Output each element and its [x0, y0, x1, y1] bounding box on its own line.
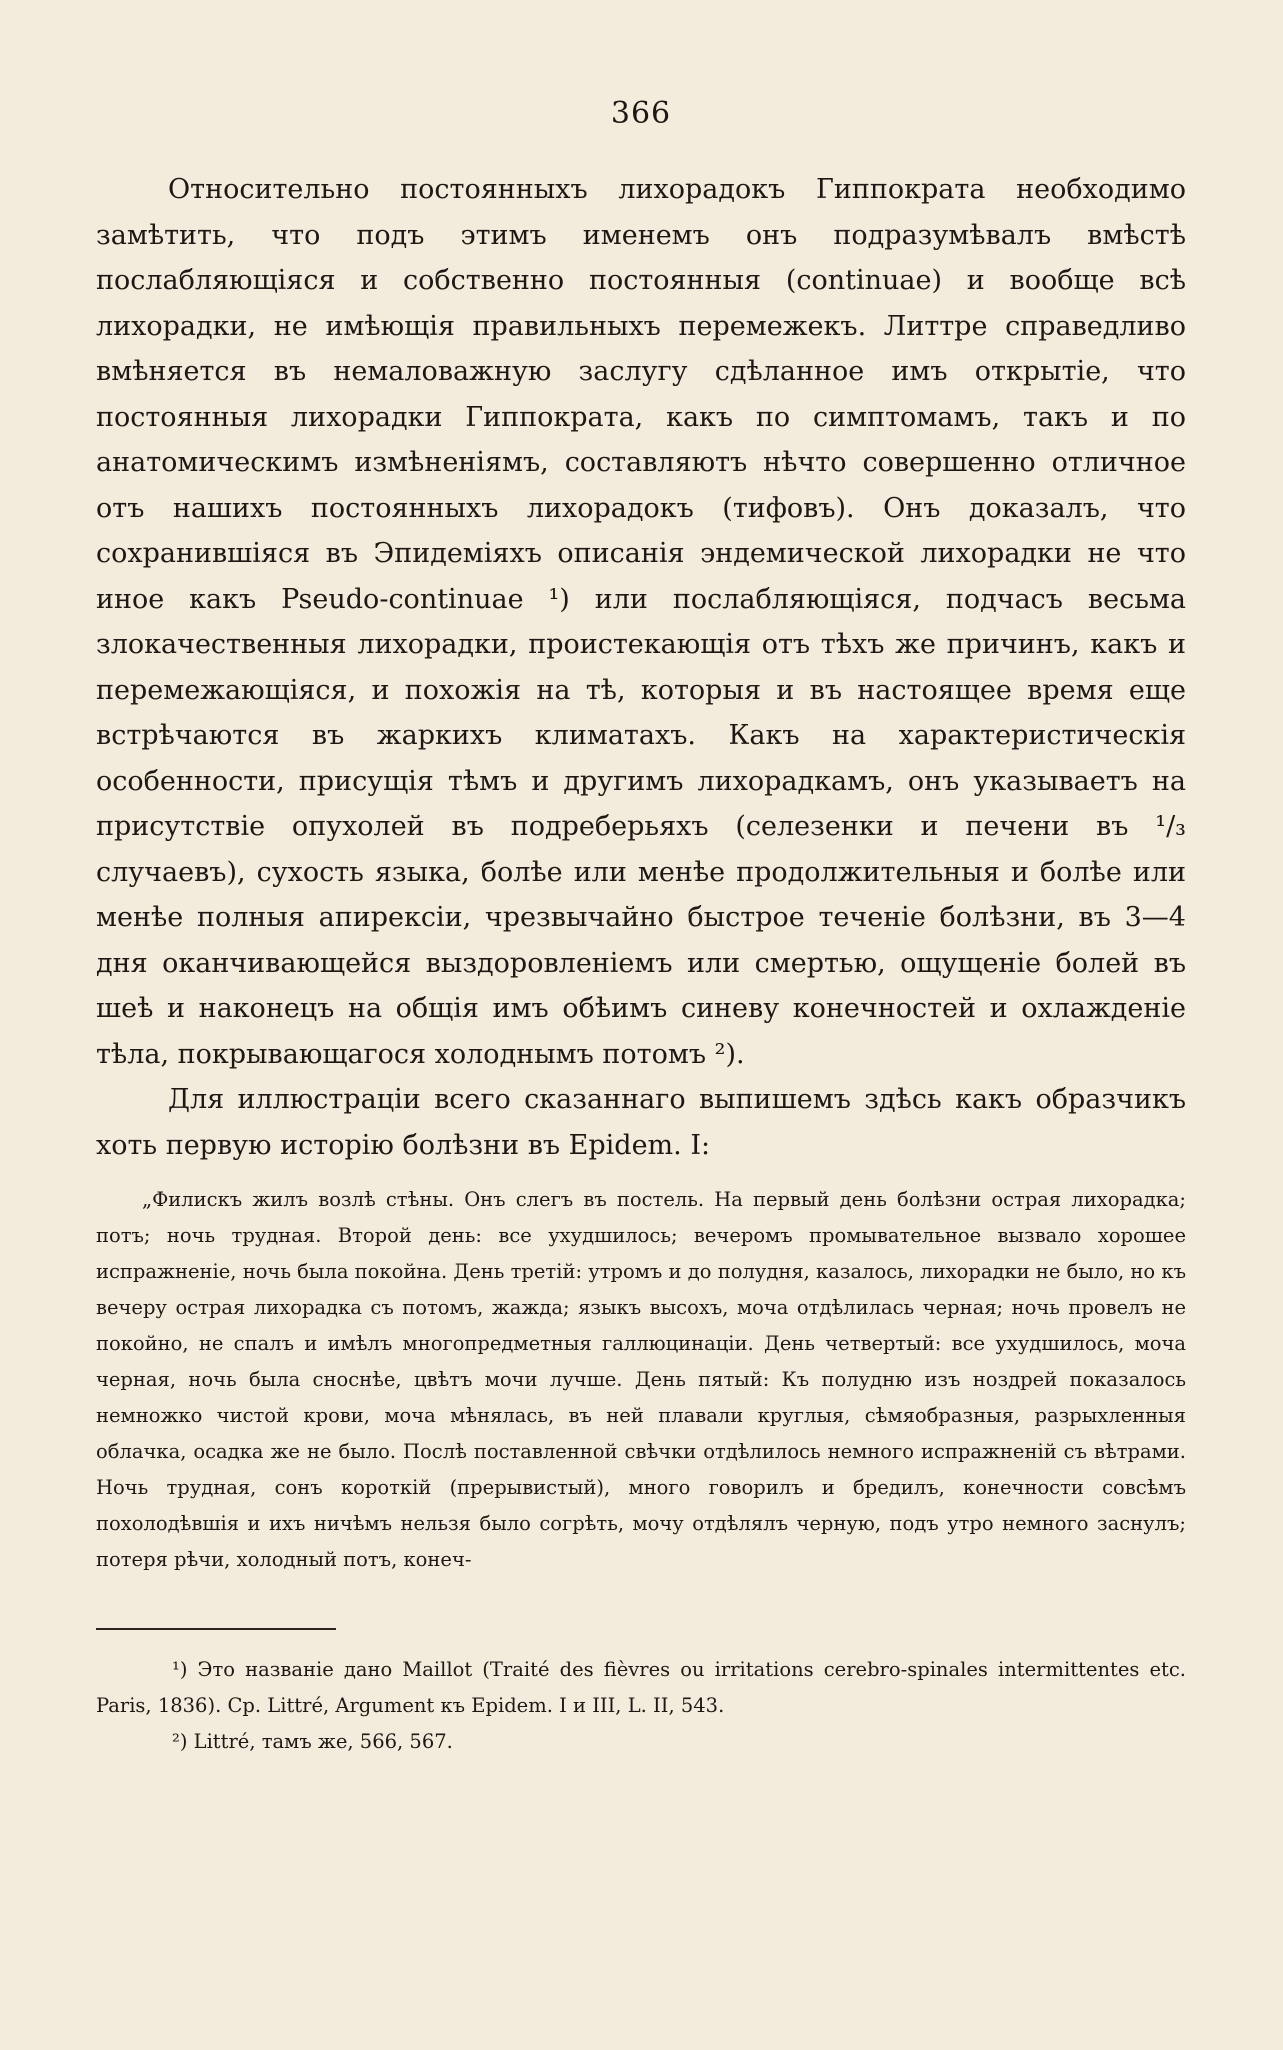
paragraph-illustration-intro: Для иллюстраціи всего сказаннаго выпишемъ здѣсь какъ образчикъ хоть первую исторію болѣзни въ Epidem. I:: [96, 1084, 1186, 1161]
footnote-2: ²) Littré, тамъ же, 566, 567.: [172, 1730, 453, 1753]
main-text: [96, 167, 1186, 1168]
paragraph-continuous-fevers: Относительно постоянныхъ лихорадокъ Гиппократа необходимо замѣтить, что подъ этимъ именемъ онъ подразумѣвалъ вмѣстѣ послабляющіяся и собственно постоянныя (continuae) и вообще всѣ лихорадки, не имѣющія правильныхъ перемежекъ. Литтре справедливо вмѣняется въ немаловажную заслугу сдѣланное имъ открытіе, что постоянныя лихорадки Гиппократа, какъ по симптомамъ, такъ и по анатомическимъ измѣненіямъ, составляютъ нѣчто совершенно отличное отъ нашихъ постоянныхъ лихорадокъ (тифовъ). Онъ доказалъ, что сохранившіяся въ Эпидеміяхъ описанія эндемической лихорадки не что иное какъ Pseudo-continuae ¹) или послабляющіяся, подчасъ весьма злокачественныя лихорадки, проистекающія отъ тѣхъ же причинъ, какъ и перемежающіяся, и похожія на тѣ, которыя и въ настоящее время еще встрѣчаются въ жаркихъ климатахъ. Какъ на характеристическія особенности, присущія тѣмъ и другимъ лихорадкамъ, онъ указываетъ на присутствіе опухолей въ подреберьяхъ (селезенки и печени въ ¹/₃ случаевъ), сухость языка, болѣе или менѣе продолжительныя и болѣе или менѣе полныя апирексіи, чрезвычайно быстрое теченіе болѣзни, въ 3—4 дня оканчивающейся выздоровленіемъ или смертью, ощущеніе болей въ шеѣ и наконецъ на общія имъ обѣимъ синеву конечностей и охлажденіе тѣла, покрывающагося холоднымъ потомъ ²).: [96, 174, 1186, 1070]
footnotes: [96, 1652, 1186, 1760]
footnote-1: ¹) Это названіе дано Maillot (Traité des fièvres ou irritations cerebro-spinales intermittentes etc. Paris, 1836). Ср. Littré, Argument къ Epidem. I и III, L. II, 543.: [96, 1658, 1186, 1717]
page-number: 366: [610, 96, 672, 131]
case-history-quote: „Филискъ жилъ возлѣ стѣны. Онъ слегъ въ постель. На первый день болѣзни острая лихорадка; потъ; ночь трудная. Второй день: все ухудшилось; вечеромъ промывательное вызвало хорошее испражненіе, ночь была покойна. День третій: утромъ и до полудня, казалось, лихорадки не было, но къ вечеру острая лихорадка съ потомъ, жажда; языкъ высохъ, моча отдѣлилась черная; ночь провелъ не покойно, не спалъ и имѣлъ многопредметныя галлюцинаціи. День четвертый: все ухудшилось, моча черная, ночь была сноснѣе, цвѣтъ мочи лучше. День пятый: Къ полудню изъ ноздрей показалось немножко чистой крови, моча мѣнялась, въ ней плавали круглыя, сѣмяобразныя, разрыхленныя облачка, осадка же не было. Послѣ поставленной свѣчки отдѣлилось немного испражненій съ вѣтрами. Ночь трудная, сонъ короткій (прерывистый), много говорилъ и бредилъ, конечности совсѣмъ похолодѣвшія и ихъ ничѣмъ нельзя было согрѣть, мочу отдѣлялъ черную, подъ утро немного заснулъ; потеря рѣчи, холодный потъ, конеч-: [96, 1188, 1186, 1571]
book-page: [96, 96, 1186, 2016]
footnote-divider: [96, 1628, 336, 1630]
